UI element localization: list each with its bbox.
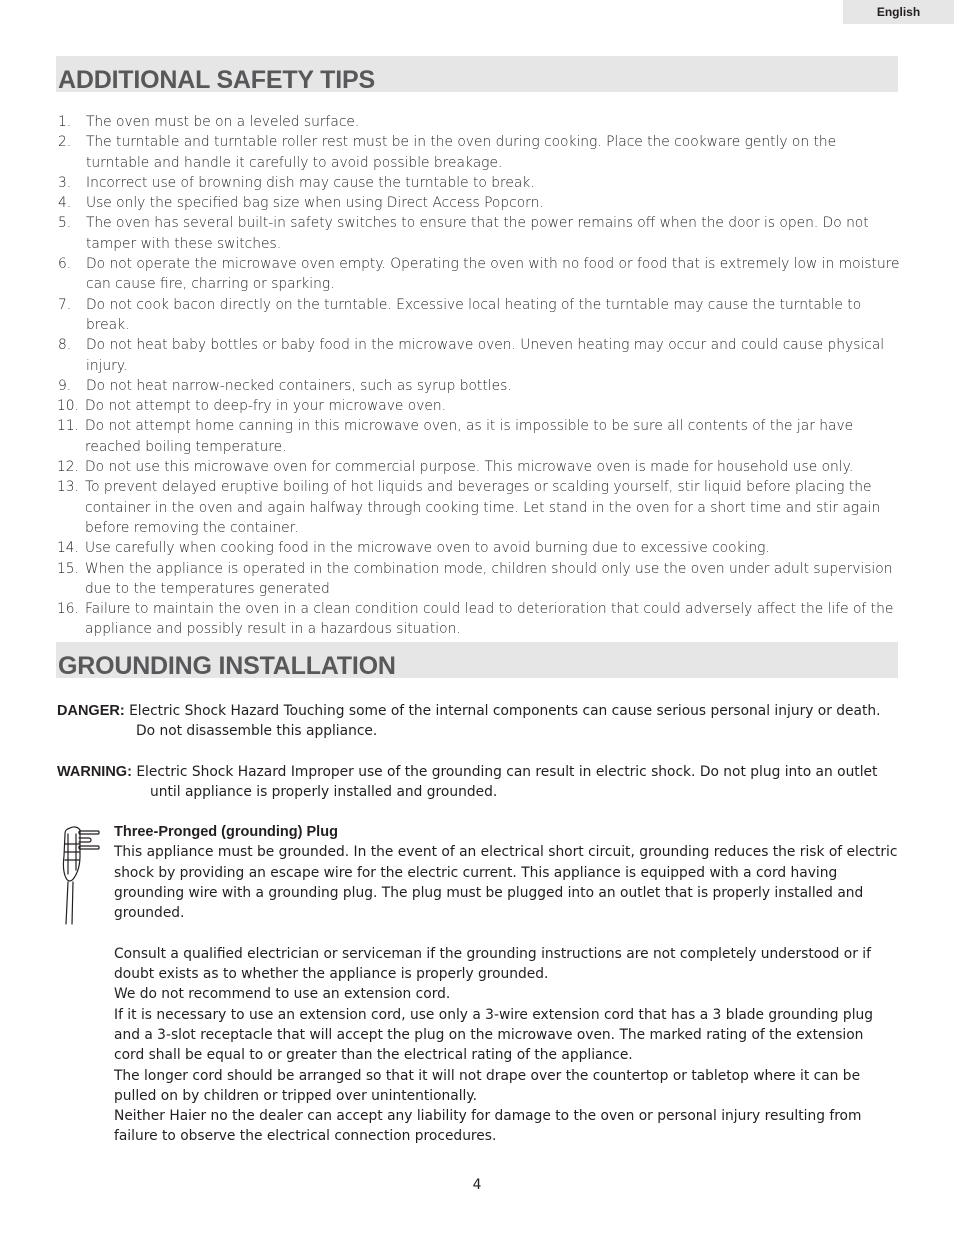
warning-label: WARNING: bbox=[57, 764, 132, 780]
list-item-text: Do not use this microwave oven for commercial purpose. This microwave oven is made for household use only. bbox=[85, 459, 854, 476]
list-item-text: Do not operate the microwave oven empty. Operating the oven with no food or food that is extremely low in moisture can cause fire, charring or sparking. bbox=[86, 256, 900, 293]
danger-text-line1: Electric Shock Hazard Touching some of the internal components can cause serious personal injury or death. bbox=[129, 703, 881, 719]
list-item bbox=[56, 457, 901, 477]
section-header-grounding-installation bbox=[56, 642, 898, 678]
list-item-text: Incorrect use of browning dish may cause the turntable to break. bbox=[86, 174, 535, 191]
list-item-number: 11. bbox=[57, 418, 79, 435]
list-item bbox=[56, 599, 901, 640]
list-item-text: Do not heat narrow-necked containers, such as syrup bottles. bbox=[86, 377, 512, 394]
plug-paragraph-5: The longer cord should be arranged so that it will not drape over the countertop or tabletop where it can be pulled on by children or tripped over unintentionally. bbox=[114, 1067, 861, 1104]
plug-paragraph-1: This appliance must be grounded. In the event of an electrical short circuit, grounding reduces the risk of electric shock by providing an escape wire for the electric current. This appliance is equipped with a cord having grounding wire with a grounding plug. The plug must be plugged into an outlet that is properly installed and grounded. bbox=[114, 844, 898, 922]
list-item-number: 5. bbox=[58, 215, 72, 232]
list-item bbox=[56, 132, 901, 173]
three-pronged-plug-icon bbox=[60, 824, 104, 926]
list-item-number: 14. bbox=[57, 540, 79, 557]
plug-paragraph-6: Neither Haier no the dealer can accept any liability for damage to the oven or personal injury resulting from failure to observe the electrical connection procedures. bbox=[114, 1108, 862, 1145]
list-item-text: When the appliance is operated in the combination mode, children should only use the oven under adult supervision due to the temperatures generated bbox=[85, 560, 893, 597]
list-item-text: The turntable and turntable roller rest must be in the oven during cooking. Place the cookware gently on the turntable and handle it carefully to avoid possible breakage. bbox=[86, 134, 837, 171]
list-item-number: 7. bbox=[58, 296, 72, 313]
section-title: ADDITIONAL SAFETY TIPS bbox=[58, 66, 375, 94]
page-number: 4 bbox=[472, 1177, 482, 1193]
safety-tips-list bbox=[56, 112, 901, 640]
section-header-additional-safety-tips bbox=[56, 56, 898, 92]
list-item bbox=[56, 376, 901, 396]
list-item-number: 4. bbox=[58, 195, 72, 212]
list-item bbox=[56, 173, 901, 193]
list-item bbox=[56, 559, 901, 600]
list-item-text: The oven has several built-in safety switches to ensure that the power remains off when the door is open. Do not tamper with these switches. bbox=[86, 215, 869, 252]
list-item bbox=[56, 254, 901, 295]
list-item-text: The oven must be on a leveled surface. bbox=[86, 114, 360, 130]
list-item-number: 13. bbox=[57, 479, 79, 496]
list-item bbox=[56, 335, 901, 376]
list-item-number: 1. bbox=[58, 114, 72, 130]
list-item bbox=[56, 396, 901, 416]
list-item-text: Do not cook bacon directly on the turntable. Excessive local heating of the turntable may cause the turntable to break. bbox=[86, 296, 862, 333]
list-item bbox=[56, 477, 901, 538]
danger-text-line2: Do not disassemble this appliance. bbox=[136, 723, 378, 740]
list-item bbox=[56, 193, 901, 213]
list-item-text: Do not attempt to deep-fry in your microwave oven. bbox=[85, 398, 447, 415]
list-item-text: Use carefully when cooking food in the microwave oven to avoid burning due to excessive cooking. bbox=[85, 540, 770, 557]
section-title: GROUNDING INSTALLATION bbox=[58, 652, 396, 680]
list-item bbox=[56, 112, 901, 132]
list-item-number: 10. bbox=[57, 398, 79, 415]
list-item-number: 2. bbox=[58, 134, 72, 151]
plug-paragraph-3: We do not recommend to use an extension cord. bbox=[114, 986, 451, 1003]
plug-paragraph-2: Consult a qualified electrician or serviceman if the grounding instructions are not completely understood or if doubt exists as to whether the appliance is properly grounded. bbox=[114, 945, 871, 983]
language-tab: English bbox=[843, 0, 954, 24]
list-item-number: 8. bbox=[58, 337, 72, 354]
list-item-number: 3. bbox=[58, 174, 72, 191]
danger-notice bbox=[57, 701, 899, 742]
warning-text-line2: until appliance is properly installed and grounded. bbox=[150, 784, 498, 801]
warning-text-line1: Electric Shock Hazard Improper use of the grounding can result in electric shock. Do not plug into an outlet bbox=[136, 764, 878, 780]
list-item-number: 9. bbox=[58, 377, 72, 394]
list-item-number: 15. bbox=[57, 560, 79, 577]
list-item bbox=[56, 213, 901, 254]
list-item-number: 6. bbox=[58, 256, 72, 273]
list-item-text: Do not attempt home canning in this microwave oven, as it is impossible to be sure all contents of the jar have reached boiling temperature. bbox=[85, 418, 854, 455]
warning-notice bbox=[57, 762, 899, 803]
plug-heading: Three-Pronged (grounding) Plug bbox=[114, 824, 338, 840]
list-item bbox=[56, 416, 901, 457]
list-item-text: Use only the specified bag size when using Direct Access Popcorn. bbox=[86, 195, 544, 212]
danger-label: DANGER: bbox=[57, 703, 125, 719]
list-item-text: Do not heat baby bottles or baby food in the microwave oven. Uneven heating may occur and could cause physical injury. bbox=[86, 337, 885, 374]
list-item-number: 12. bbox=[57, 459, 79, 476]
list-item-text: To prevent delayed eruptive boiling of hot liquids and beverages or scalding yourself, stir liquid before placing the container in the oven and again halfway through cooking time. Let stand in the oven for a short time and stir again before removing the container. bbox=[85, 479, 881, 536]
grounding-plug-instructions bbox=[114, 822, 898, 1147]
list-item bbox=[56, 295, 901, 336]
list-item bbox=[56, 538, 901, 558]
list-item-text: Failure to maintain the oven in a clean condition could lead to deterioration that could adversely affect the life of the appliance and possibly result in a hazardous situation. bbox=[85, 601, 894, 638]
list-item-number: 16. bbox=[57, 601, 79, 618]
plug-paragraph-4: If it is necessary to use an extension cord, use only a 3-wire extension cord that has a 3 blade grounding plug and a 3-slot receptacle that will accept the plug on the microwave oven. The marked rating of the extension cord shall be equal to or greater than the electrical rating of the appliance. bbox=[114, 1006, 874, 1064]
